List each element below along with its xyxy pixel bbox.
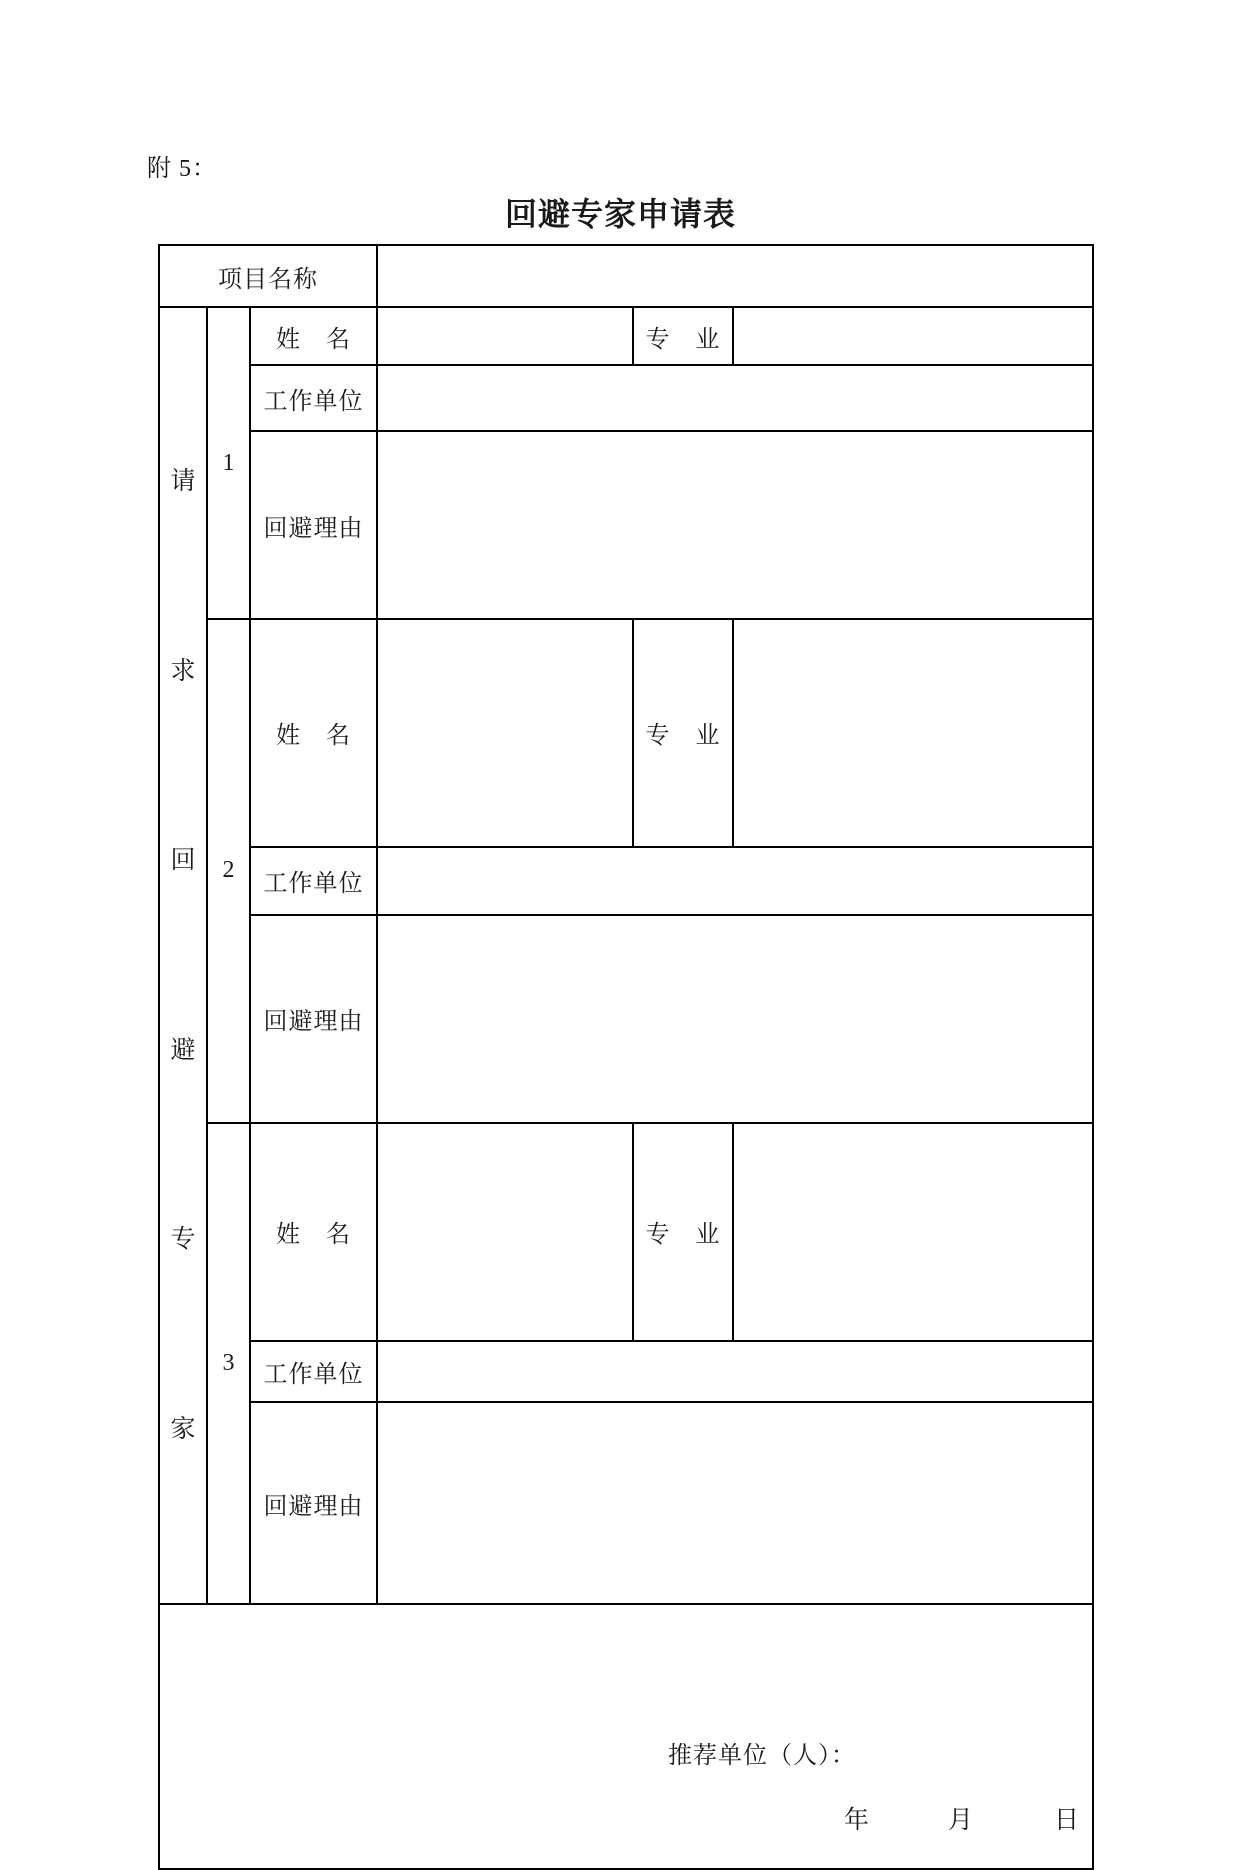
form-title: 回避专家申请表 (504, 195, 736, 233)
project-name-row (159, 245, 1093, 307)
expert-3-reason-value[interactable] (377, 1402, 1093, 1604)
table-row (159, 847, 1093, 915)
vertical-char: 请 (170, 468, 196, 495)
expert-3-work-unit-value[interactable] (377, 1341, 1093, 1402)
expert-2-index: 2 (207, 619, 250, 1123)
vertical-char: 回 (170, 847, 196, 875)
expert-1-specialty-label: 专 业 (633, 307, 733, 365)
expert-2-name-value[interactable] (377, 619, 633, 847)
expert-3-index: 3 (207, 1123, 250, 1605)
vertical-char: 家 (170, 1415, 196, 1443)
expert-3-specialty-value[interactable] (733, 1123, 1093, 1342)
vertical-char: 专 (170, 1226, 196, 1254)
expert-1-reason-label: 回避理由 (250, 431, 377, 619)
vertical-header-text (160, 308, 206, 1603)
expert-1-reason-value[interactable] (377, 431, 1093, 619)
expert-3-name-value[interactable] (377, 1123, 633, 1342)
table-row (159, 915, 1093, 1123)
vertical-char: 求 (170, 657, 196, 685)
recusal-application-table (158, 244, 1094, 1870)
table-row (159, 365, 1093, 431)
expert-1-name-label: 姓 名 (250, 307, 377, 365)
date-month-label: 月 (948, 1807, 974, 1834)
expert-2-reason-value[interactable] (377, 915, 1093, 1123)
expert-1-specialty-value[interactable] (733, 307, 1093, 365)
requested-recusal-experts-header (159, 307, 207, 1604)
expert-2-specialty-value[interactable] (733, 619, 1093, 847)
recommending-unit-label: 推荐单位（人）： (668, 1743, 856, 1769)
expert-1-name-value[interactable] (377, 307, 633, 365)
expert-2-work-unit-value[interactable] (377, 847, 1093, 915)
project-name-value[interactable] (377, 245, 1093, 307)
table-row (159, 431, 1093, 619)
signature-cell[interactable] (159, 1604, 1093, 1869)
expert-2-work-unit-label: 工作单位 (250, 847, 377, 915)
vertical-char: 避 (170, 1036, 196, 1064)
table-row (159, 1402, 1093, 1604)
expert-3-name-label: 姓 名 (250, 1123, 377, 1342)
date-day-label: 日 (1054, 1807, 1080, 1834)
table-row (159, 619, 1093, 847)
project-name-label: 项目名称 (159, 245, 377, 307)
expert-1-index: 1 (207, 307, 250, 619)
table-row (159, 1123, 1093, 1342)
expert-1-work-unit-value[interactable] (377, 365, 1093, 431)
expert-2-specialty-label: 专 业 (633, 619, 733, 847)
expert-2-reason-label: 回避理由 (250, 915, 377, 1123)
table-row (159, 1341, 1093, 1402)
expert-3-specialty-label: 专 业 (633, 1123, 733, 1342)
expert-3-work-unit-label: 工作单位 (250, 1341, 377, 1402)
table-row (159, 307, 1093, 365)
attachment-number-label: 附 5： (147, 156, 217, 182)
expert-2-name-label: 姓 名 (250, 619, 377, 847)
table-row (159, 1604, 1093, 1869)
expert-1-work-unit-label: 工作单位 (250, 365, 377, 431)
date-year-label: 年 (844, 1807, 870, 1834)
expert-3-reason-label: 回避理由 (250, 1402, 377, 1604)
